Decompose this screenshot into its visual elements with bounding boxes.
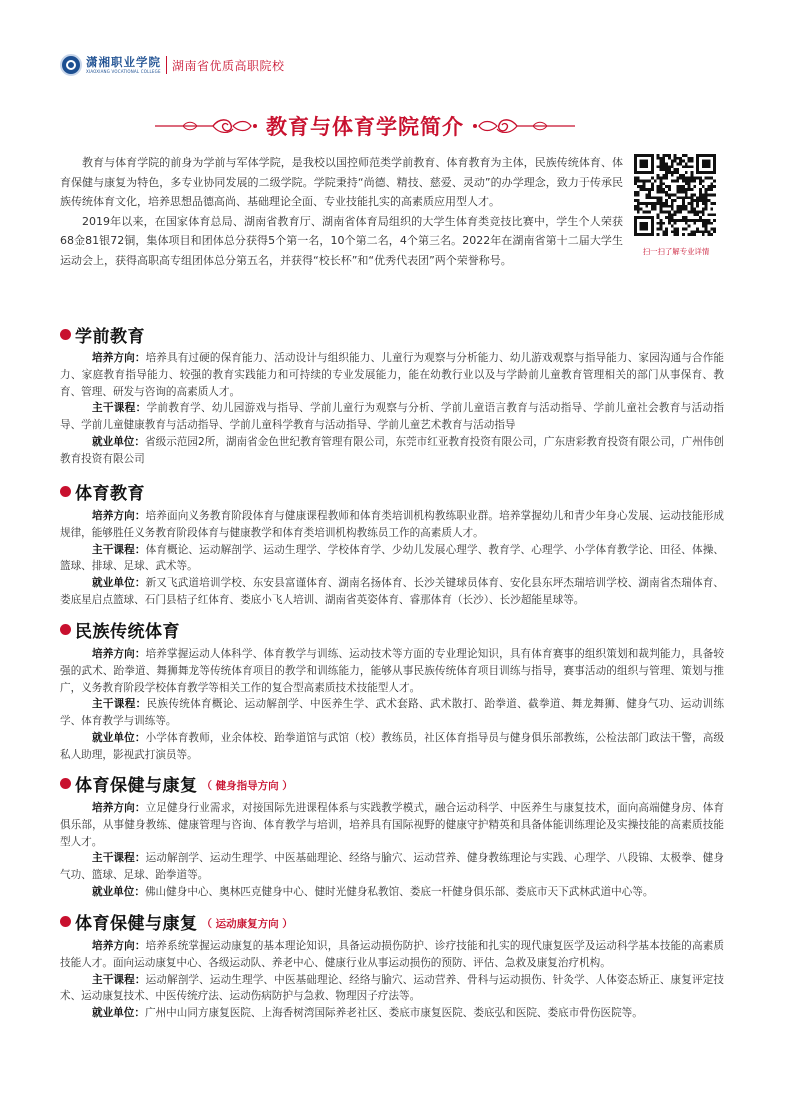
logo-name-en: XIAOXIANG VOCATIONAL COLLEGE [86, 68, 161, 74]
section-title: 体育教育 [75, 484, 145, 504]
item-text: 体育概论、运动解剖学、运动生理学、学校体育学、少幼儿发展心理学、教育学、心理学、小学体育教学论、田径、体操、篮球、排球、足球、武术等。 [60, 543, 725, 573]
bullet-dot-icon [60, 916, 71, 927]
section-item [60, 434, 724, 468]
section-item [60, 350, 724, 400]
bullet-dot-icon [60, 486, 71, 497]
page-title: 教育与体育学院简介 [266, 115, 464, 139]
item-label: 主干课程： [92, 973, 146, 986]
section-title: 体育保健与康复 [75, 776, 198, 796]
item-label: 培养方向： [92, 940, 146, 952]
logo-text [86, 56, 161, 75]
section-item [60, 938, 724, 972]
section-body [60, 938, 724, 1022]
item-label: 主干课程： [92, 698, 147, 711]
section-subtitle: （ 健身指导方向 ） [201, 780, 293, 792]
header-slogan: 湖南省优质高职院校 [172, 58, 285, 73]
intro-paragraph: 2019年以来，在国家体育总局、湖南省教育厅、湖南省体育局组织的大学生体育类竞技比赛中，学生个人荣获68金81银72铜，集体项目和团体总分获得5个第一名，10个第二名，4个第三名。2022年在湖南省第十二届大学生运动会上，获得高职高专组团体总分第五名，并获得“校长杯”和“优秀代表团”两个荣誉称号。 [60, 214, 623, 267]
section-heading [60, 771, 293, 796]
item-text: 民族传统体育概论、运动解剖学、中医养生学、武术套路、武术散打、跆拳道、截拳道、舞龙舞狮、健身气功、运动训练学、体育教学与训练等。 [60, 698, 725, 728]
section-item [60, 850, 724, 884]
section-item [60, 508, 724, 542]
item-text: 立足健身行业需求，对接国际先进课程体系与实践教学模式，融合运动科学、中医养生与康复技术，面向高端健身房、体育俱乐部，从事健身教练、健康管理与咨询、体育教学与培训，培养具有国际视野的健康守护精英和具备体能训练理论及实操技能的高素质技能型人才。 [60, 802, 725, 848]
item-text: 培养具有过硬的保育能力、活动设计与组织能力、儿童行为观察与分析能力、幼儿游戏观察与指导能力、家园沟通与合作能力、家庭教育指导能力、较强的教育实践能力和可持续的专业发展能力，能在幼教行业以及与学龄前儿童教育管理相关的部门从事保育、教育、管理、研发与咨询的高素质人才。 [60, 352, 725, 398]
section-item [60, 575, 724, 609]
item-text: 新又飞武道培训学校、东安县富谨体育、湖南名扬体育、长沙关键球员体育、安化县东坪杰瑞培训学校、湖南省杰瑞体育、娄底星启点篮球、石门县桔子红体育、娄底小飞人培训、湖南省英姿体育、睿那体育（长沙）、长沙超能星球等。 [60, 577, 725, 606]
intro-paragraph: 教育与体育学院的前身为学前与军体学院，是我校以国控师范类学前教育、体育教育为主体，民族传统体育、体育保健与康复为特色，多专业协同发展的二级学院。学院秉持“尚德、精技、慈爱、灵动”的办学理念，致力于传承民族传统体育文化，培养思想品德高尚、基础理论全面、专业技能扎实的高素质应用型人才。 [60, 156, 623, 209]
college-seal-icon [60, 54, 82, 76]
section-title: 民族传统体育 [75, 622, 180, 642]
left-ornament-icon [153, 114, 258, 138]
right-ornament-icon [472, 114, 577, 138]
section-item [60, 542, 724, 576]
section-item [60, 800, 724, 850]
item-text: 培养掌握运动人体科学、体育教学与训练、运动技术等方面的专业理论知识，具有体育赛事的组织策划和裁判能力，具备较强的武术、跆拳道、舞狮舞龙等传统体育项目的教学和训练能力，能够从事民族传统体育项目训练与指导，赛事活动的组织与管理、策划与推广，义务教育阶段学校体育教学等相关工作的复合型高素质技术技能型人才。 [60, 648, 725, 694]
item-label: 就业单位： [92, 1007, 145, 1020]
bullet-dot-icon [60, 624, 71, 635]
section-item [60, 400, 724, 434]
college-logo [60, 54, 285, 76]
item-text: 运动解剖学、运动生理学、中医基础理论、经络与腧穴、运动营养、健身教练理论与实践、心理学、八段锦、太极拳、健身气功、篮球、足球、跆拳道等。 [60, 852, 725, 882]
item-label: 培养方向： [92, 802, 146, 814]
item-text: 小学体育教师，业余体校、跆拳道馆与武馆（校）教练员，社区体育指导员与健身俱乐部教练，公检法部门政法干警，高级私人助理，影视武打演员等。 [60, 731, 725, 761]
item-label: 就业单位： [92, 731, 146, 744]
item-text: 培养面向义务教育阶段体育与健康课程教师和体育类培训机构教练职业群。培养掌握幼儿和青少年身心发展、运动技能形成规律，能够胜任义务教育阶段体育与健康教学和体育类培训机构教练员工作的高素质人才。 [60, 510, 725, 539]
bullet-dot-icon [60, 778, 71, 789]
section-item [60, 696, 724, 730]
section-subtitle: （ 运动康复方向 ） [201, 918, 293, 930]
section-title: 学前教育 [75, 327, 145, 347]
section-body [60, 800, 724, 901]
intro-text [60, 153, 623, 271]
section-heading [60, 617, 180, 642]
item-label: 培养方向： [92, 352, 146, 364]
item-label: 主干课程： [92, 852, 146, 865]
section-body [60, 646, 724, 764]
item-label: 培养方向： [92, 510, 146, 522]
item-text: 培养系统掌握运动康复的基本理论知识，具备运动损伤防护、诊疗技能和扎实的现代康复医学及运动科学基本技能的高素质技能人才。面向运动康复中心、各级运动队、养老中心、健康行业从事运动损伤的预防、评估、急救及康复治疗机构。 [60, 940, 725, 969]
item-label: 就业单位： [92, 435, 145, 448]
section-body [60, 350, 724, 468]
section-body [60, 508, 724, 609]
item-text: 广州中山同方康复医院、上海香树湾国际养老社区、娄底市康复医院、娄底弘和医院、娄底市骨伤医院等。 [144, 1007, 643, 1020]
qr-code-icon[interactable] [634, 154, 716, 236]
item-text: 省级示范园2所，湖南省金色世纪教育管理有限公司，东莞市红亚教育投资有限公司，广东唐彩教育投资有限公司，广州伟创教育投资有限公司 [60, 435, 724, 465]
section-item [60, 1005, 724, 1022]
section-item [60, 972, 724, 1006]
section-item [60, 646, 724, 696]
logo-name-cn: 潇湘职业学院 [86, 54, 161, 69]
item-text: 佛山健身中心、奥林匹克健身中心、健时光健身私教馆、娄底一杆健身俱乐部、娄底市天下武林武道中心等。 [144, 885, 654, 898]
item-label: 就业单位： [92, 885, 145, 898]
item-label: 培养方向： [92, 648, 146, 660]
section-heading [60, 909, 293, 934]
title-row [130, 108, 600, 144]
item-label: 主干课程： [92, 402, 147, 415]
item-label: 主干课程： [92, 543, 146, 556]
section-item [60, 884, 724, 901]
section-item [60, 730, 724, 764]
section-heading [60, 479, 145, 504]
item-text: 学前教育学、幼儿园游戏与指导、学前儿童行为观察与分析、学前儿童语言教育与活动指导、学前儿童社会教育与活动指导、学前儿童健康教育与活动指导、学前儿童科学教育与活动指导、学前儿童艺术教育与活动指导 [60, 402, 725, 432]
section-title: 体育保健与康复 [75, 914, 198, 934]
qr-caption: 扫一扫了解专业详情 [642, 247, 710, 256]
section-heading [60, 322, 145, 347]
bullet-dot-icon [60, 329, 71, 340]
item-text: 运动解剖学、运动生理学、中医基础理论、经络与腧穴、运动营养、骨科与运动损伤、针灸学、人体姿态矫正、康复评定技术、运动康复技术、中医传统疗法、运动伤病防护与急救、物理因子疗法等。 [60, 973, 725, 1003]
item-label: 就业单位： [92, 577, 146, 590]
logo-divider [166, 56, 167, 74]
